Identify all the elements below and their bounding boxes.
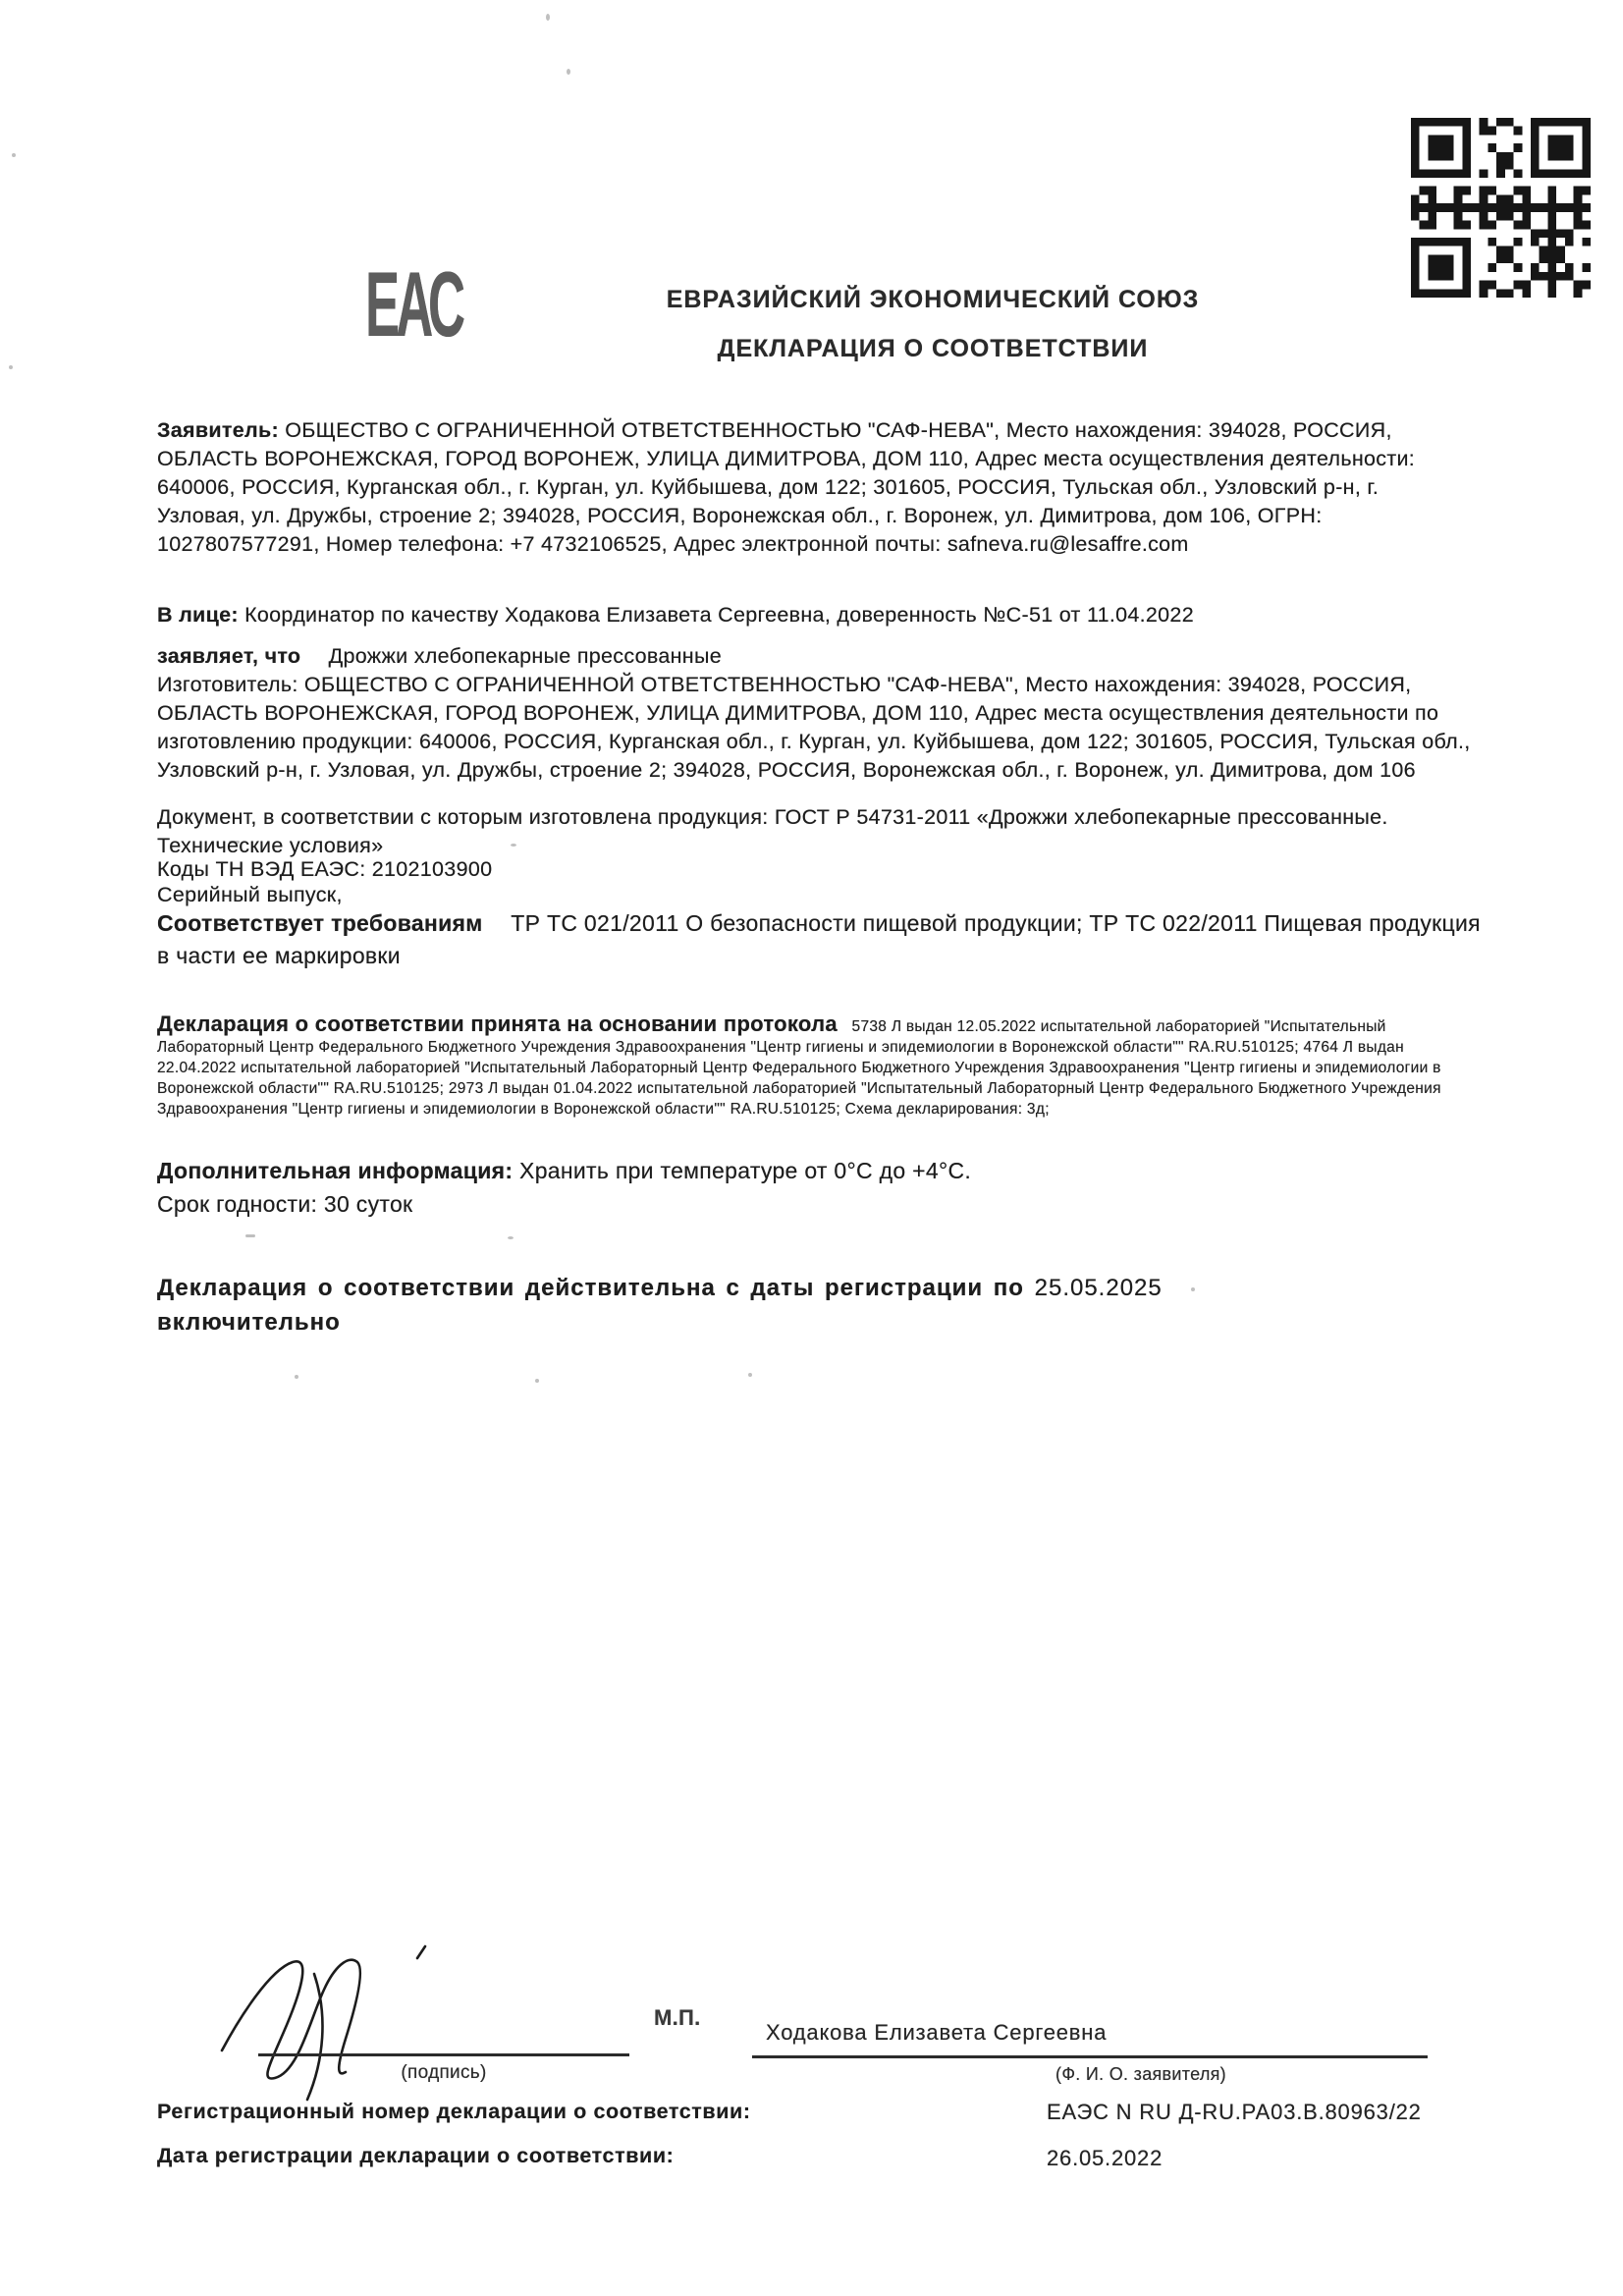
eac-logo: ЕАС	[365, 252, 462, 355]
basis-label: Декларация о соответствии принята на основании протокола	[157, 1011, 838, 1036]
header	[422, 286, 1443, 363]
validity-date: 25.05.2025	[1034, 1275, 1163, 1301]
validity-suffix: включительно	[157, 1309, 341, 1336]
shelf-life-line: Срок годности: 30 суток	[157, 1191, 413, 1217]
scan-speck	[546, 14, 550, 21]
applicant-label: Заявитель:	[157, 418, 279, 442]
union-name: ЕВРАЗИЙСКИЙ ЭКОНОМИЧЕСКИЙ СОЮЗ	[666, 286, 1200, 313]
scan-speck	[535, 1379, 539, 1383]
applicant-text: ОБЩЕСТВО С ОГРАНИЧЕННОЙ ОТВЕТСТВЕННОСТЬЮ "САФ-НЕВА", Место нахождения: 394028, РОССИЯ, ОБЛАСТЬ ВОРОНЕЖСКАЯ, ГОРОД ВОРОНЕЖ, УЛИЦА ДИМИТРОВА, ДОМ 110, Адрес места осуществления деятельности: 640006, РОССИЯ, Курганская обл., г. Курган, ул. Куйбышева, дом 122; 301605, РОССИЯ, Тульская обл., Узловский р-н, г. Узловая, ул. Дружбы, строение 2; 394028, РОССИЯ, Воронежская обл., г. Воронеж, ул. Димитрова, дом 106, ОГРН: 1027807577291, Номер телефона: +7 4732106525, Адрес электронной почты: safneva.ru@lesaffre.com	[157, 418, 1416, 556]
signature-caption: (подпись)	[401, 2062, 487, 2083]
scan-speck	[12, 153, 16, 157]
additional-info-line	[157, 1155, 1473, 1187]
validity-paragraph	[157, 1271, 1473, 1339]
serial-release-line: Серийный выпуск,	[157, 883, 343, 906]
product-name: Дрожжи хлебопекарные прессованные	[328, 644, 722, 668]
qr-code	[1411, 118, 1591, 298]
scan-speck	[748, 1373, 752, 1377]
representative-label: В лице:	[157, 603, 239, 627]
qr-code-graphic	[1411, 118, 1591, 298]
signature-line	[258, 2053, 629, 2056]
production-document-line: Документ, в соответствии с которым изготовлена продукция: ГОСТ Р 54731-2011 «Дрожжи хлебопекарные прессованные. Технические условия»	[157, 805, 1388, 857]
additional-info-text: Хранить при температуре от 0°С до +4°С.	[519, 1158, 972, 1183]
registration-number-value: ЕАЭС N RU Д-RU.РА03.В.80963/22	[1047, 2100, 1422, 2124]
representative-line	[157, 601, 1473, 629]
manufacturer-label: Изготовитель:	[157, 673, 298, 696]
validity-label: Декларация о соответствии действительна с даты регистрации по	[157, 1275, 1024, 1301]
doc-title: ДЕКЛАРАЦИЯ О СООТВЕТСТВИИ	[717, 335, 1149, 362]
additional-info-label: Дополнительная информация:	[157, 1158, 514, 1183]
registration-number-label: Регистрационный номер декларации о соответствии:	[157, 2100, 751, 2123]
tnved-codes-line: Коды ТН ВЭД ЕАЭС: 2102103900	[157, 857, 493, 881]
manufacturer-paragraph	[157, 671, 1473, 785]
stamp-place-abbr: М.П.	[654, 2005, 701, 2030]
representative-text: Координатор по качеству Ходакова Елизавета Сергеевна, доверенность №С-51 от 11.04.2022	[244, 603, 1194, 627]
signer-name-line	[752, 2055, 1428, 2058]
manufacturer-text: ОБЩЕСТВО С ОГРАНИЧЕННОЙ ОТВЕТСТВЕННОСТЬЮ "САФ-НЕВА", Место нахождения: 394028, РОССИЯ, ОБЛАСТЬ ВОРОНЕЖСКАЯ, ГОРОД ВОРОНЕЖ, УЛИЦА ДИМИТРОВА, ДОМ 110, Адрес места осуществления деятельности по изготовлению продукции: 640006, РОССИЯ, Курганская обл., г. Курган, ул. Куйбышева, дом 122; 301605, РОССИЯ, Тульская обл., Узловский р-н, г. Узловая, ул. Дружбы, строение 2; 394028, РОССИЯ, Воронежская обл., г. Воронеж, ул. Димитрова, дом 106	[157, 673, 1471, 782]
handwritten-signature	[208, 1944, 454, 2111]
signer-name: Ходакова Елизавета Сергеевна	[766, 2020, 1108, 2045]
scan-speck	[245, 1234, 255, 1237]
scan-speck	[295, 1375, 298, 1379]
signer-name-caption: (Ф. И. О. заявителя)	[1055, 2064, 1226, 2084]
registration-date-label: Дата регистрации декларации о соответствии:	[157, 2144, 675, 2167]
applicant-paragraph	[157, 416, 1473, 559]
scan-speck	[567, 69, 570, 75]
compliance-paragraph	[157, 907, 1492, 972]
scan-speck	[9, 365, 13, 369]
declares-line	[157, 642, 1473, 671]
scan-speck	[508, 1236, 514, 1239]
basis-paragraph	[157, 1013, 1473, 1120]
declares-label: заявляет, что	[157, 644, 301, 668]
registration-date-value: 26.05.2022	[1047, 2146, 1163, 2170]
compliance-text: ТР ТС 021/2011 О безопасности пищевой продукции; ТР ТС 022/2011 Пищевая продукция в части ее маркировки	[157, 910, 1481, 968]
basis-text: 5738 Л выдан 12.05.2022 испытательной лабораторией "Испытательный Лабораторный Центр Федерального Бюджетного Учреждения Здравоохранения "Центр гигиены и эпидемиологии в Воронежской области"" RA.RU.510125; 4764 Л выдан 22.04.2022 испытательной лабораторией "Испытательный Лабораторный Центр Федерального Бюджетного Учреждения Здравоохранения "Центр гигиены и эпидемиологии в Воронежской области"" RA.RU.510125; 2973 Л выдан 01.04.2022 испытательной лабораторией "Испытательный Лабораторный Центр Федерального Бюджетного Учреждения Здравоохранения "Центр гигиены и эпидемиологии в Воронежской области"" RA.RU.510125; Схема декларирования: 3д;	[157, 1018, 1441, 1118]
compliance-label: Соответствует требованиям	[157, 910, 483, 936]
